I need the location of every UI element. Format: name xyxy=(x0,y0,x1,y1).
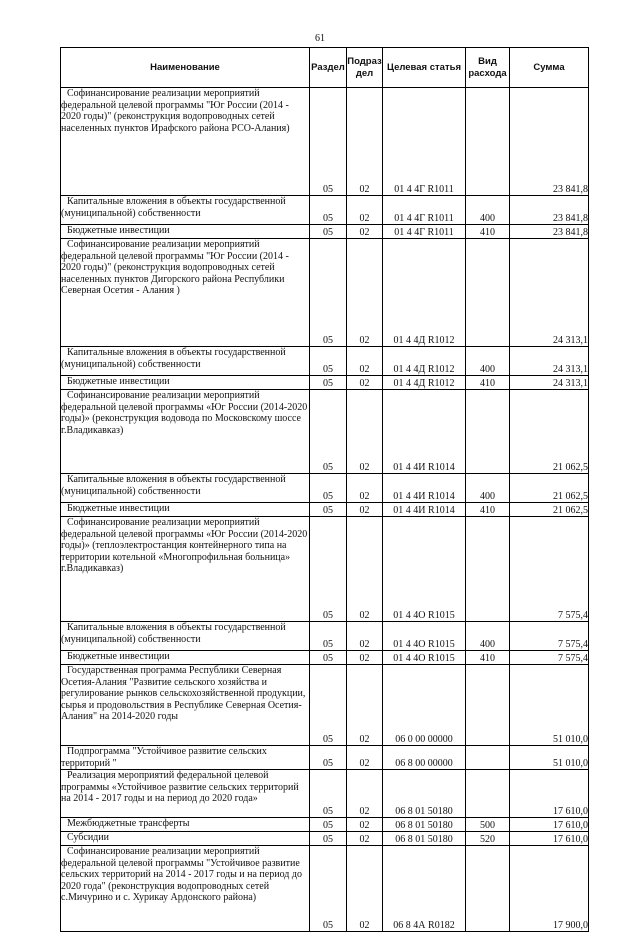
cell-vid xyxy=(466,665,510,746)
cell-vid: 520 xyxy=(466,832,510,846)
cell-summa: 51 010,0 xyxy=(510,665,589,746)
table-header-row xyxy=(61,48,589,88)
cell-podrazdel: 02 xyxy=(347,376,383,390)
header-statya: Целевая статья xyxy=(383,48,466,88)
cell-razdel: 05 xyxy=(310,770,347,818)
cell-razdel: 05 xyxy=(310,347,347,376)
cell-podrazdel: 02 xyxy=(347,474,383,503)
page-number: 61 xyxy=(315,33,325,44)
cell-summa: 21 062,5 xyxy=(510,390,589,474)
cell-statya: 06 8 01 50180 xyxy=(383,770,466,818)
cell-summa: 7 575,4 xyxy=(510,622,589,651)
cell-summa: 17 610,0 xyxy=(510,770,589,818)
row-name-text: Бюджетные инвестиции xyxy=(67,503,170,514)
budget-table xyxy=(60,47,589,932)
header-summa: Сумма xyxy=(510,48,589,88)
cell-razdel: 05 xyxy=(310,390,347,474)
cell-name xyxy=(61,622,310,651)
header-name: Наименование xyxy=(61,48,310,88)
table-row xyxy=(61,846,589,932)
cell-podrazdel: 02 xyxy=(347,390,383,474)
table-row xyxy=(61,622,589,651)
cell-summa: 17 900,0 xyxy=(510,846,589,932)
row-name-text: Субсидии xyxy=(67,832,109,843)
row-name-text: Софинансирование реализации мероприятий федеральной целевой программы «Юг России (2014-2020 годы)» (реконструкция водовода по Московскому шоссе г.Владикавказ) xyxy=(61,390,308,436)
row-name-text: Бюджетные инвестиции xyxy=(67,376,170,387)
cell-vid: 400 xyxy=(466,474,510,503)
cell-summa: 24 313,1 xyxy=(510,239,589,347)
cell-statya: 01 4 4Д R1012 xyxy=(383,347,466,376)
cell-vid: 400 xyxy=(466,622,510,651)
row-name-text: Государственная программа Республики Северная Осетия-Алания "Развитие сельского хозяйства и регулирование рынков сельскохозяйственной продукции, сырья и продовольствия в Республике Северная Осетия-Алания" на 2014-2020 годы xyxy=(61,665,306,722)
cell-statya: 06 8 01 50180 xyxy=(383,832,466,846)
cell-name xyxy=(61,376,310,390)
cell-vid xyxy=(466,770,510,818)
cell-razdel: 05 xyxy=(310,474,347,503)
header-podrazdel: Подраз дел xyxy=(347,48,383,88)
cell-podrazdel: 02 xyxy=(347,503,383,517)
table-row xyxy=(61,746,589,770)
cell-statya: 01 4 4О R1015 xyxy=(383,651,466,665)
cell-razdel: 05 xyxy=(310,88,347,196)
cell-statya: 06 0 00 00000 xyxy=(383,665,466,746)
cell-name xyxy=(61,88,310,196)
table-row xyxy=(61,196,589,225)
cell-razdel: 05 xyxy=(310,239,347,347)
cell-summa: 7 575,4 xyxy=(510,651,589,665)
cell-podrazdel: 02 xyxy=(347,818,383,832)
cell-name xyxy=(61,196,310,225)
cell-summa: 21 062,5 xyxy=(510,503,589,517)
cell-razdel: 05 xyxy=(310,225,347,239)
cell-vid: 410 xyxy=(466,503,510,517)
cell-summa: 23 841,8 xyxy=(510,196,589,225)
cell-vid: 500 xyxy=(466,818,510,832)
cell-podrazdel: 02 xyxy=(347,225,383,239)
cell-summa: 24 313,1 xyxy=(510,376,589,390)
header-razdel: Раздел xyxy=(310,48,347,88)
cell-razdel: 05 xyxy=(310,746,347,770)
table-row xyxy=(61,832,589,846)
cell-name xyxy=(61,347,310,376)
cell-vid: 400 xyxy=(466,347,510,376)
cell-vid xyxy=(466,390,510,474)
cell-podrazdel: 02 xyxy=(347,622,383,651)
cell-razdel: 05 xyxy=(310,665,347,746)
cell-razdel: 05 xyxy=(310,622,347,651)
cell-vid: 410 xyxy=(466,225,510,239)
cell-name xyxy=(61,239,310,347)
table-row xyxy=(61,347,589,376)
cell-statya: 01 4 4И R1014 xyxy=(383,390,466,474)
cell-name xyxy=(61,503,310,517)
cell-podrazdel: 02 xyxy=(347,746,383,770)
cell-razdel: 05 xyxy=(310,376,347,390)
cell-vid: 410 xyxy=(466,376,510,390)
cell-summa: 21 062,5 xyxy=(510,474,589,503)
row-name-text: Бюджетные инвестиции xyxy=(67,651,170,662)
table-row xyxy=(61,503,589,517)
cell-razdel: 05 xyxy=(310,503,347,517)
cell-name xyxy=(61,846,310,932)
cell-name xyxy=(61,665,310,746)
row-name-text: Бюджетные инвестиции xyxy=(67,225,170,236)
table-row xyxy=(61,818,589,832)
cell-name xyxy=(61,746,310,770)
cell-statya: 01 4 4И R1014 xyxy=(383,474,466,503)
table-row xyxy=(61,770,589,818)
cell-vid xyxy=(466,746,510,770)
cell-statya: 01 4 4Г R1011 xyxy=(383,88,466,196)
cell-statya: 06 8 01 50180 xyxy=(383,818,466,832)
cell-name xyxy=(61,474,310,503)
cell-name xyxy=(61,517,310,622)
cell-summa: 23 841,8 xyxy=(510,88,589,196)
cell-podrazdel: 02 xyxy=(347,832,383,846)
cell-name xyxy=(61,390,310,474)
row-name-text: Капитальные вложения в объекты государственной (муниципальной) собственности xyxy=(61,196,286,219)
cell-podrazdel: 02 xyxy=(347,770,383,818)
cell-vid xyxy=(466,517,510,622)
row-name-text: Софинансирование реализации мероприятий федеральной целевой программы "Устойчивое развитие сельских территорий на 2014 - 2017 годы и на период до 2020 года" (реконструкция водопроводных сетей с.Мичурино и с. Хурикау Ардонского района) xyxy=(61,846,302,903)
cell-summa: 17 610,0 xyxy=(510,818,589,832)
row-name-text: Межбюджетные трансферты xyxy=(67,818,190,829)
cell-vid: 400 xyxy=(466,196,510,225)
cell-name xyxy=(61,832,310,846)
cell-razdel: 05 xyxy=(310,517,347,622)
cell-vid xyxy=(466,88,510,196)
cell-podrazdel: 02 xyxy=(347,846,383,932)
cell-podrazdel: 02 xyxy=(347,239,383,347)
row-name-text: Подпрограмма "Устойчивое развитие сельских территорий " xyxy=(61,746,267,769)
cell-name xyxy=(61,818,310,832)
cell-summa: 51 010,0 xyxy=(510,746,589,770)
cell-name xyxy=(61,651,310,665)
row-name-text: Софинансирование реализации мероприятий федеральной целевой программы «Юг России (2014-2020 годы)» (теплоэлектростанция контейнерного типа на территории котельной «Многопрофильная больница» г.Владикавказ) xyxy=(61,517,308,574)
cell-statya: 01 4 4О R1015 xyxy=(383,622,466,651)
cell-vid: 410 xyxy=(466,651,510,665)
cell-razdel: 05 xyxy=(310,846,347,932)
cell-podrazdel: 02 xyxy=(347,196,383,225)
cell-razdel: 05 xyxy=(310,818,347,832)
cell-razdel: 05 xyxy=(310,832,347,846)
row-name-text: Софинансирование реализации мероприятий федеральной целевой программы "Юг России (2014 - 2020 годы)" (реконструкция водопроводных сетей населенных пунктов Ирафского района РСО-Алания) xyxy=(61,88,290,134)
table-row xyxy=(61,390,589,474)
table-row xyxy=(61,665,589,746)
cell-summa: 17 610,0 xyxy=(510,832,589,846)
cell-statya: 01 4 4О R1015 xyxy=(383,517,466,622)
cell-statya: 01 4 4Д R1012 xyxy=(383,239,466,347)
cell-podrazdel: 02 xyxy=(347,517,383,622)
cell-statya: 01 4 4Д R1012 xyxy=(383,376,466,390)
table-row xyxy=(61,239,589,347)
cell-summa: 24 313,1 xyxy=(510,347,589,376)
cell-podrazdel: 02 xyxy=(347,88,383,196)
table-row xyxy=(61,225,589,239)
table-row xyxy=(61,88,589,196)
header-vid: Вид расхода xyxy=(466,48,510,88)
table-row xyxy=(61,517,589,622)
cell-statya: 06 8 4А R0182 xyxy=(383,846,466,932)
row-name-text: Капитальные вложения в объекты государственной (муниципальной) собственности xyxy=(61,347,286,370)
cell-razdel: 05 xyxy=(310,196,347,225)
table-row xyxy=(61,376,589,390)
cell-statya: 01 4 4И R1014 xyxy=(383,503,466,517)
cell-vid xyxy=(466,239,510,347)
row-name-text: Капитальные вложения в объекты государственной (муниципальной) собственности xyxy=(61,622,286,645)
table-row xyxy=(61,651,589,665)
cell-summa: 23 841,8 xyxy=(510,225,589,239)
cell-name xyxy=(61,225,310,239)
row-name-text: Софинансирование реализации мероприятий федеральной целевой программы "Юг России (2014 - 2020 годы)" (реконструкция водопроводных сетей населенных пунктов Дигорского района Республики Северная Осетия - Алания ) xyxy=(61,239,289,296)
cell-razdel: 05 xyxy=(310,651,347,665)
cell-statya: 01 4 4Г R1011 xyxy=(383,196,466,225)
row-name-text: Капитальные вложения в объекты государственной (муниципальной) собственности xyxy=(61,474,286,497)
table-row xyxy=(61,474,589,503)
cell-podrazdel: 02 xyxy=(347,347,383,376)
row-name-text: Реализация мероприятий федеральной целевой программы «Устойчивое развитие сельских территорий на 2014 - 2017 годы и на период до 2020 года» xyxy=(61,770,299,804)
cell-statya: 06 8 00 00000 xyxy=(383,746,466,770)
cell-summa: 7 575,4 xyxy=(510,517,589,622)
cell-statya: 01 4 4Г R1011 xyxy=(383,225,466,239)
cell-name xyxy=(61,770,310,818)
cell-podrazdel: 02 xyxy=(347,651,383,665)
cell-vid xyxy=(466,846,510,932)
cell-podrazdel: 02 xyxy=(347,665,383,746)
